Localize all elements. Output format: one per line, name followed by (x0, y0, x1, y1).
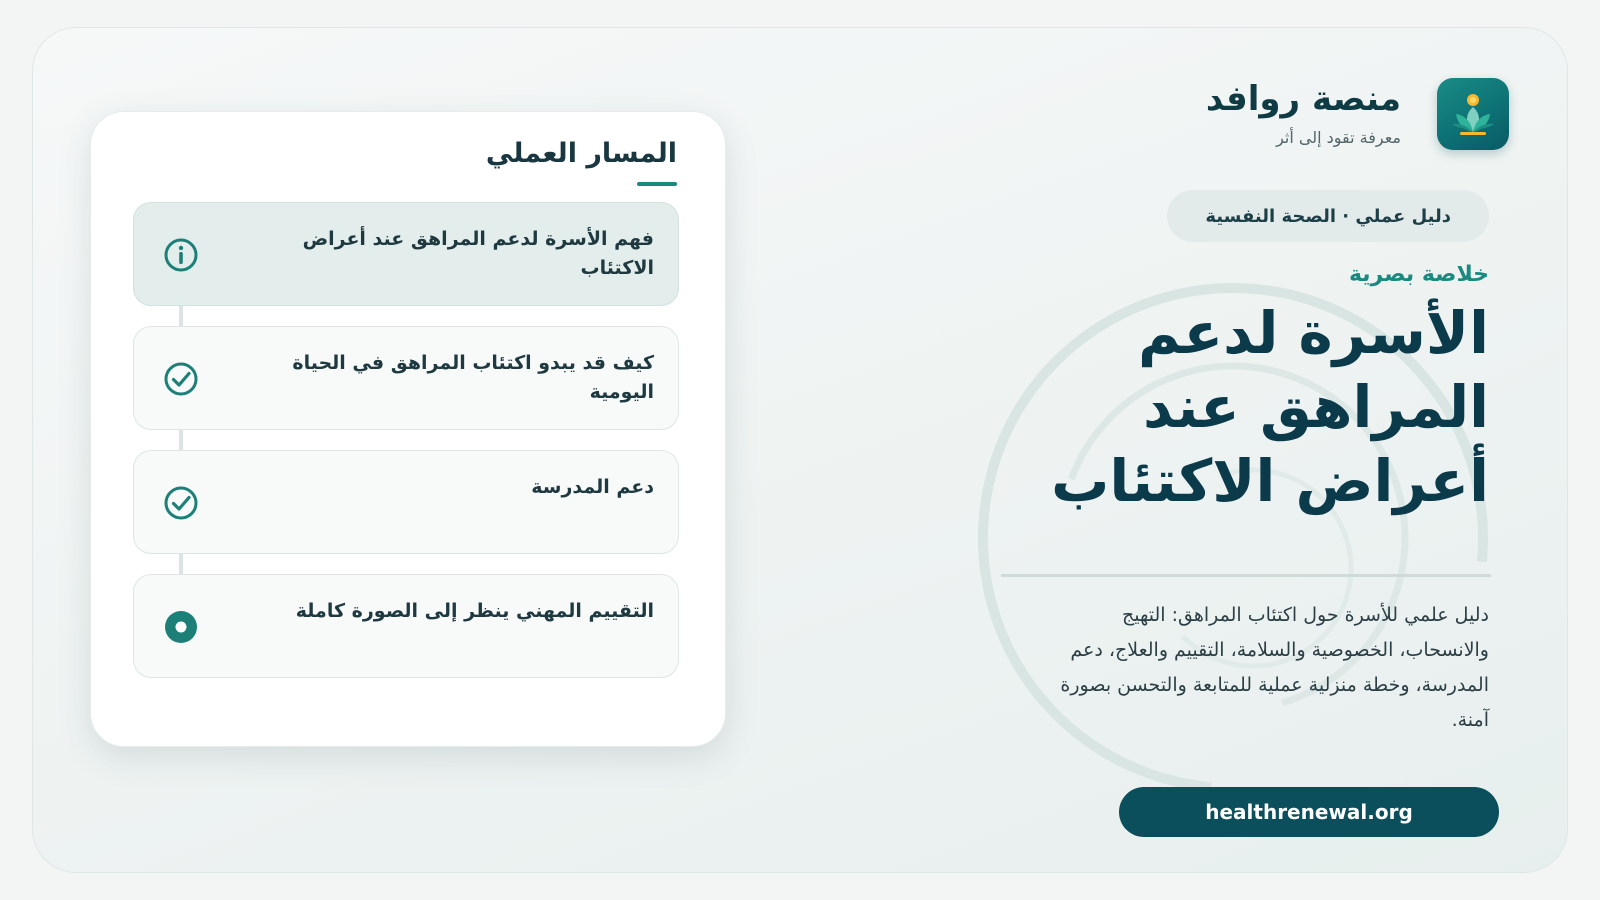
brand-name: منصة روافد (1205, 78, 1401, 119)
kicker-label: خلاصة بصرية (1348, 262, 1489, 287)
check-circle-icon (162, 360, 200, 398)
practical-path-card (90, 111, 726, 747)
title-line-2: المراهق عند (1143, 373, 1489, 441)
step-item-1[interactable] (133, 202, 679, 306)
step-connector (179, 428, 183, 450)
step-label: التقييم المهني ينظر إلى الصورة كاملة (295, 600, 654, 622)
step-item-2[interactable] (133, 326, 679, 430)
description: دليل علمي للأسرة حول اكتئاب المراهق: التهيج والانسحاب، الخصوصية والسلامة، التقييم والعلاج، دعم المدرسة، وخطة منزلية عملية للمتابعة والتحسن بصورة آمنة. (1060, 604, 1489, 731)
website-link-button[interactable]: healthrenewal.org (1119, 787, 1499, 837)
lotus-sun-icon (1437, 78, 1509, 150)
step-item-3[interactable] (133, 450, 679, 554)
check-circle-icon (162, 484, 200, 522)
radio-dot-icon (162, 608, 200, 646)
card-title-underline (637, 182, 677, 186)
page-title (929, 296, 1489, 518)
divider (1001, 574, 1491, 577)
brand-header (1206, 78, 1509, 150)
step-connector (179, 552, 183, 574)
info-icon (162, 236, 200, 274)
title-line-1: الأسرة لدعم (1137, 299, 1489, 367)
step-label: دعم المدرسة (531, 476, 654, 498)
title-line-3: أعراض الاكتئاب (1051, 447, 1489, 515)
slide-frame (32, 27, 1568, 873)
step-label: كيف قد يبدو اكتئاب المراهق في الحياة اليومية (292, 352, 654, 403)
step-item-4[interactable] (133, 574, 679, 678)
card-title: المسار العملي (485, 138, 677, 169)
category-pill: دليل عملي · الصحة النفسية (1167, 190, 1489, 242)
brand-tagline: معرفة تقود إلى أثر (1276, 128, 1401, 148)
step-connector (179, 304, 183, 326)
step-label: فهم الأسرة لدعم المراهق عند أعراض الاكتئاب (302, 228, 654, 279)
